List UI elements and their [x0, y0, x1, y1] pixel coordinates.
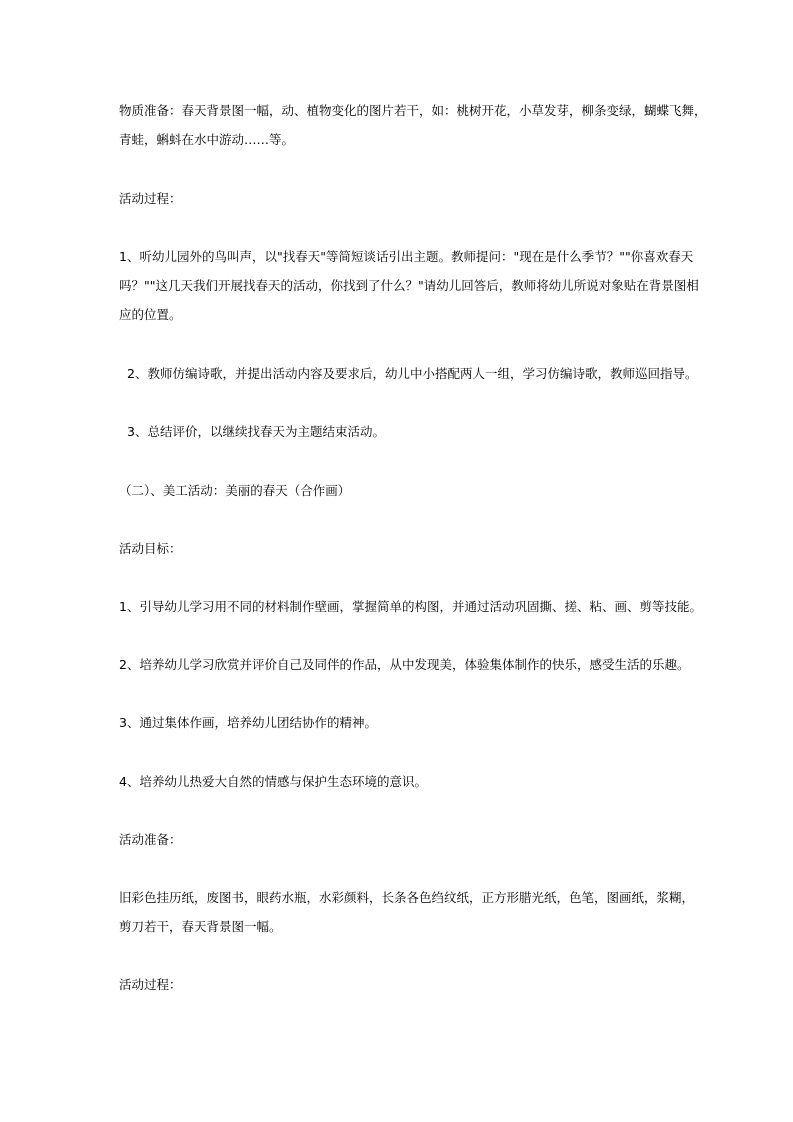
goal-4 — [119, 767, 685, 796]
process-step-3 — [127, 417, 685, 446]
text-line: 活动过程： — [119, 977, 182, 992]
text-line: 吗？""这几天我们开展找春天的活动，你找到了什么？"请幼儿回答后，教师将幼儿所说对象贴在背景图相 — [119, 278, 699, 293]
preparation-heading — [119, 825, 685, 854]
text-line: 旧彩色挂历纸，废图书，眼药水瓶，水彩颜料，长条各色绉纹纸，正方形腊光纸，色笔，图画纸，浆糊， — [119, 890, 695, 905]
process-step-2 — [127, 359, 698, 388]
text-line: 应的位置。 — [119, 307, 182, 322]
text-line: 3、总结评价，以继续找春天为主题结束活动。 — [127, 424, 385, 439]
text-line: 活动目标： — [119, 541, 182, 556]
text-line: 剪刀若干，春天背景图一幅。 — [119, 919, 282, 934]
text-line: 1、引导幼儿学习用不同的材料制作壁画，掌握简单的构图，并通过活动巩固撕、搓、粘、画、剪等技能。 — [119, 599, 702, 614]
goals-heading — [119, 534, 685, 563]
process-heading — [119, 184, 685, 213]
text-line: 3、通过集体作画，培养幼儿团结协作的精神。 — [119, 715, 377, 730]
text-line: 1、听幼儿园外的鸟叫声，以"找春天"等简短谈话引出主题。教师提问："现在是什么季节？""你喜欢春天 — [119, 249, 694, 264]
text-line: （二）、美工活动：美丽的春天（合作画） — [119, 483, 351, 498]
text-line: 活动准备： — [119, 832, 182, 847]
preparation-paragraph — [119, 883, 695, 941]
text-line: 2、教师仿编诗歌，并提出活动内容及要求后，幼儿中小搭配两人一组，学习仿编诗歌，教师巡回指导。 — [127, 366, 698, 381]
text-line: 物质准备：春天背景图一幅，动、植物变化的图片若干，如：桃树开花，小草发芽，柳条变绿，蝴蝶飞舞， — [119, 103, 707, 118]
text-line: 4、培养幼儿热爱大自然的情感与保护生态环境的意识。 — [119, 774, 427, 789]
text-line: 青蛙，蝌蚪在水中游动……等。 — [119, 132, 295, 147]
process-step-1 — [119, 242, 699, 329]
goal-2 — [119, 650, 690, 679]
text-line: 活动过程： — [119, 191, 182, 206]
goal-3 — [119, 708, 685, 737]
text-line: 2、培养幼儿学习欣赏并评价自己及同伴的作品，从中发现美，体验集体制作的快乐，感受生活的乐趣。 — [119, 657, 690, 672]
process-heading-2 — [119, 970, 685, 999]
goal-1 — [119, 592, 702, 621]
section-heading-art — [119, 476, 685, 505]
materials-paragraph — [119, 96, 707, 154]
